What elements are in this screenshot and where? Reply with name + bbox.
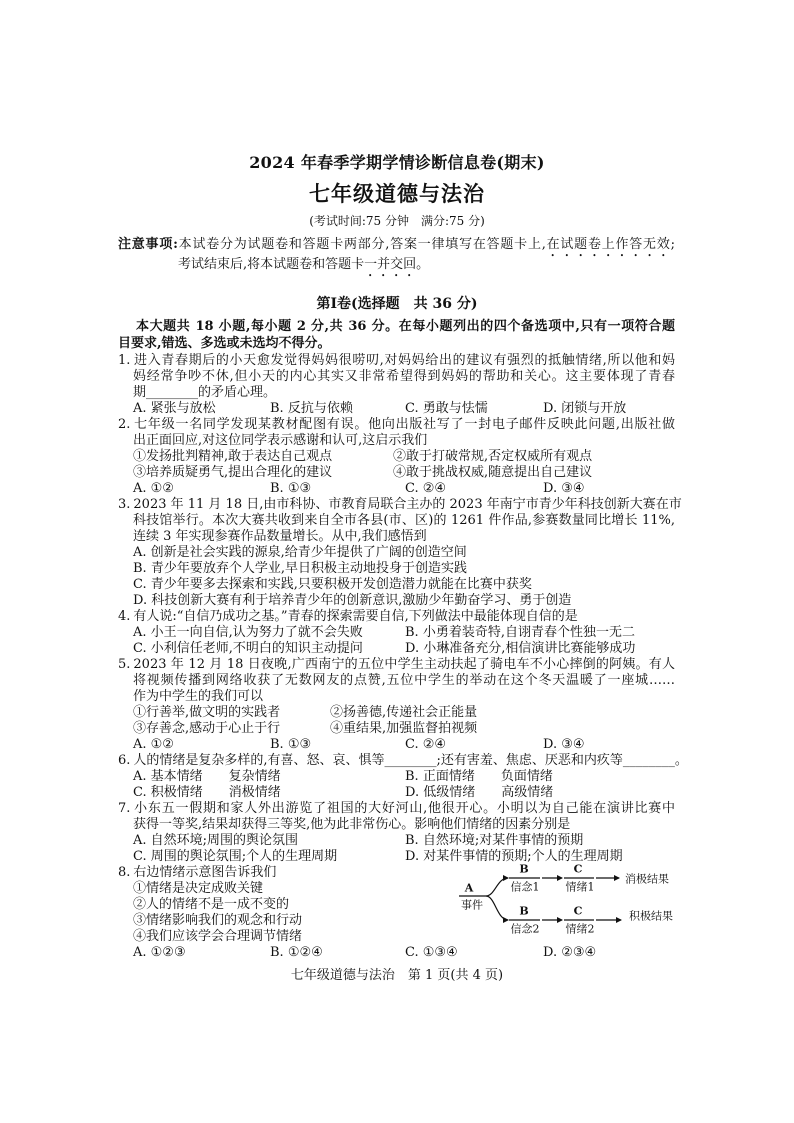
diagram-result-positive: 积极结果 — [629, 909, 673, 923]
question-number: 2. — [118, 417, 131, 432]
diagram-label-c-upper: C — [573, 862, 583, 876]
question-4 — [0, 609, 794, 657]
diagram-result-negative: 消极结果 — [625, 872, 669, 886]
diagram-label-c-lower: C — [573, 904, 583, 918]
question-6 — [0, 753, 794, 801]
section-instructions-line: 目要求,错选、多选或未选均不得分。 — [118, 336, 331, 351]
option-c: C. ②④ — [405, 481, 447, 496]
option-b: B. 自然环境;对某件事情的预期 — [405, 833, 584, 848]
option-c: C. ①③④ — [405, 945, 458, 960]
question-1 — [0, 353, 794, 417]
question-stem-line: 出正面回应,对这位同学表示感谢和认可,这启示我们 — [133, 433, 428, 448]
statement-1: ①行善举,做文明的实践者 — [133, 705, 281, 720]
question-stem-line: 期________的矛盾心理。 — [133, 385, 277, 400]
diagram-belief-2: 信念2 — [510, 922, 540, 936]
section-title: 第Ⅰ卷(选择题 共 36 分) — [316, 296, 478, 312]
question-number: 7. — [118, 801, 131, 816]
statement-4: ④我们应该学会合理调节情绪 — [133, 929, 303, 944]
option-d: D. 对某件事情的预期;个人的生理周期 — [405, 849, 623, 864]
statement-2: ②敢于打破常规,否定权威所有观点 — [393, 449, 593, 464]
statement-3: ③情绪影响我们的观念和行动 — [133, 913, 303, 928]
question-stem-line: 获得一等奖,结果却获得三等奖,他为此非常伤心。影响他们情绪的因素分别是 — [133, 817, 571, 832]
question-stem-line — [118, 657, 675, 673]
option-d: D. 闭锁与开放 — [543, 401, 627, 416]
notice-emphasis: 在试题卷上作答无效 — [545, 237, 671, 252]
option-b: B. 反抗与依赖 — [270, 401, 353, 416]
question-2 — [0, 417, 794, 497]
diagram-arrow-upper-curve — [486, 878, 508, 896]
diagram-emotion-1: 情绪1 — [565, 880, 595, 894]
question-5 — [0, 657, 794, 753]
question-number: 3. — [118, 497, 131, 512]
option-d: D. ③④ — [543, 481, 585, 496]
stem-text: 有人说:“自信乃成功之基。”青春的探索需要自信,下列做法中最能体现自信的是 — [133, 609, 578, 624]
option-c: C. 勇敢与怯懦 — [405, 401, 488, 416]
option-c: C. 周围的舆论氛围;个人的生理周期 — [133, 849, 338, 864]
stem-text: 小东五一假期和家人外出游览了祖国的大好河山,他很开心。小明以为自己能在演讲比赛中 — [133, 801, 675, 816]
notice-text: 考试结束后,将本试题卷和答题卡 — [178, 257, 365, 272]
exam-time-score: (考试时间:75 分钟 满分:75 分) — [309, 214, 485, 228]
statement-2: ②人的情绪不是一成不变的 — [133, 897, 290, 912]
notice-line-2 — [178, 257, 429, 280]
question-stem-line — [118, 417, 675, 433]
question-stem-line — [118, 753, 688, 769]
option-b: B. ①②④ — [270, 945, 323, 960]
option-b: B. 正面情绪 负面情绪 — [405, 769, 553, 784]
option-a: A. ①② — [133, 737, 174, 752]
option-b: B. 小勇着装奇特,自诩青春个性独一无二 — [405, 625, 635, 640]
option-a: A. 创新是社会实践的源泉,给青少年提供了广阔的创造空间 — [133, 545, 467, 560]
question-number: 5. — [118, 657, 131, 672]
notice-punct: 。 — [416, 257, 430, 272]
section-instructions-line: 本大题共 18 小题,每小题 2 分,共 36 分。在每小题列出的四个备选项中,只有一项符合题 — [136, 319, 675, 334]
option-c: C. 积极情绪 消极情绪 — [133, 785, 281, 800]
stem-text: 2023 年 12 月 18 日夜晚,广西南宁的五位中学生主动扶起了骑电车不小心摔倒的阿姨。有人 — [133, 657, 675, 672]
stem-text: 进入青春期后的小天愈发觉得妈妈很唠叨,对妈妈给出的建议有强烈的抵触情绪,所以他和妈 — [133, 353, 675, 368]
diagram-event-label: 事件 — [461, 898, 483, 912]
question-stem-line — [118, 609, 578, 625]
notice-label: 注意事项: — [118, 237, 178, 252]
option-c: C. 青少年要多去探索和实践,只要积极开发创造潜力就能在比赛中获奖 — [133, 577, 532, 592]
notice-emphasis: 一并交回 — [364, 257, 417, 272]
notice-text: 本试卷分为试题卷和答题卡两部分,答案一律填写在答题卡上, — [177, 237, 546, 252]
question-stem-line: 妈经常争吵不休,但小天的内心其实又非常希望得到妈妈的帮助和关心。这主要体现了青春 — [133, 369, 675, 384]
option-d: D. ②③④ — [543, 945, 597, 960]
option-a: A. 基本情绪 复杂情绪 — [133, 769, 281, 784]
question-stem-line: 科技馆举行。本次大赛共收到来自全市各县(市、区)的 1261 件作品,参赛数量同比增长 11%, — [133, 513, 675, 528]
page-footer: 七年级道德与法治 第 1 页(共 4 页) — [290, 968, 504, 983]
notice-punct: ; — [670, 237, 675, 252]
stem-text: 人的情绪是复杂多样的,有喜、怒、哀、惧等________;还有害羞、焦虑、厌恶和内疚等________。 — [133, 753, 688, 768]
question-7 — [0, 801, 794, 865]
option-a: A. 自然环境;周围的舆论氛围 — [133, 833, 299, 848]
statement-2: ②扬善德,传递社会正能量 — [330, 705, 478, 720]
diagram-belief-1: 信念1 — [510, 880, 540, 894]
option-a: A. ①②③ — [133, 945, 186, 960]
option-b: B. 青少年要放弃个人学业,早日积极主动地投身于创造实践 — [133, 561, 467, 576]
statement-4: ④敢于挑战权威,随意提出自己建议 — [393, 465, 593, 480]
question-stem-line: 连续 3 年实现参赛作品数量增长。从中,我们感悟到 — [133, 529, 427, 544]
option-d: D. 科技创新大赛有利于培养青少年的创新意识,激励少年勤奋学习、勇于创造 — [133, 593, 572, 608]
option-a: A. ①② — [133, 481, 174, 496]
stem-text: 七年级一名同学发现某教材配图有误。他向出版社写了一封电子邮件反映此问题,出版社做 — [133, 417, 675, 432]
diagram-arrow-lower-curve — [486, 896, 508, 920]
option-c: C. ②④ — [405, 737, 447, 752]
stem-text: 2023 年 11 月 18 日,由市科协、市教育局联合主办的 2023 年南宁市青少年科技创新大赛在市 — [133, 497, 682, 512]
question-stem-line — [118, 801, 675, 817]
question-stem-line — [118, 497, 682, 513]
statement-1: ①发扬批判精神,敢于表达自己观点 — [133, 449, 333, 464]
option-c: C. 小利信任老师,不明白的知识主动提问 — [133, 641, 363, 656]
question-stem-line — [118, 353, 675, 369]
question-number: 8. — [118, 865, 131, 880]
diagram-label-b-upper: B — [519, 862, 529, 876]
statement-1: ①情绪是决定成败关键 — [133, 881, 264, 896]
question-number: 6. — [118, 753, 131, 768]
question-number: 4. — [118, 609, 131, 624]
option-a: A. 紧张与放松 — [133, 401, 216, 416]
diagram-emotion-2: 情绪2 — [565, 922, 595, 936]
question-stem-line — [118, 865, 276, 881]
question-stem-line: 作为中学生的我们可以 — [133, 689, 264, 704]
stem-text: 右边情绪示意图告诉我们 — [133, 865, 277, 880]
statement-3: ③存善念,感动于心止于行 — [133, 721, 281, 736]
option-d: D. ③④ — [543, 737, 585, 752]
statement-3: ③培养质疑勇气,提出合理化的建议 — [133, 465, 333, 480]
diagram-label-b-lower: B — [519, 904, 529, 918]
diagram-label-a: A — [464, 881, 474, 895]
option-a: A. 小王一向自信,认为努力了就不会失败 — [133, 625, 363, 640]
exam-title: 2024 年春季学期学情诊断信息卷(期末) — [249, 153, 545, 172]
option-b: B. ①③ — [270, 737, 312, 752]
question-3 — [0, 497, 794, 609]
option-d: D. 低级情绪 高级情绪 — [405, 785, 554, 800]
question-number: 1. — [118, 353, 131, 368]
statement-4: ④重结果,加强监督拍视频 — [330, 721, 478, 736]
subject-title: 七年级道德与法治 — [309, 181, 485, 206]
option-d: D. 小琳准备充分,相信演讲比赛能够成功 — [405, 641, 636, 656]
question-stem-line: 将视频传播到网络收获了无数网友的点赞,五位中学生的举动在这个冬天温暖了一座城…… — [133, 673, 675, 688]
emotion-abc-diagram — [455, 860, 695, 940]
option-b: B. ①③ — [270, 481, 312, 496]
